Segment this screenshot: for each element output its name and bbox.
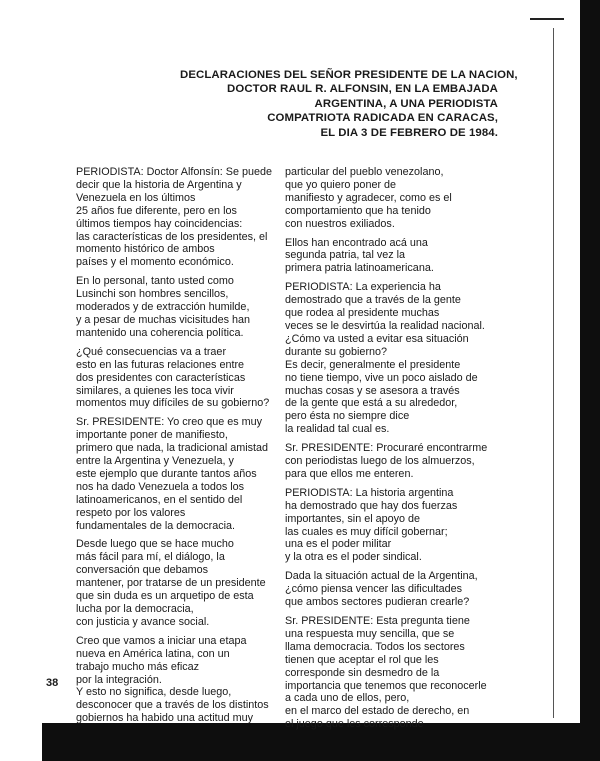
text-line: países y el momento económico. bbox=[76, 256, 234, 269]
text-line: esto en las futuras relaciones entre bbox=[76, 358, 245, 371]
text-line: Ellos han encontrado acá una bbox=[285, 236, 428, 249]
text-line: mantener, por tratarse de un presidente bbox=[76, 577, 266, 590]
text-line: durante su gobierno? bbox=[285, 345, 388, 358]
text-line: para que ellos me enteren. bbox=[285, 467, 414, 480]
text-line: ¿Cómo va usted a evitar esa situación bbox=[285, 332, 469, 345]
text-line: demostrado que a través de la gente bbox=[285, 294, 461, 307]
paragraph bbox=[76, 346, 276, 411]
text-line: En lo personal, tanto usted como bbox=[76, 275, 234, 288]
text-line: nueva en América latina, con un bbox=[76, 647, 230, 660]
text-line: mantenido una coherencia política. bbox=[76, 326, 244, 339]
text-line: que sin duda es un arquetipo de esta bbox=[76, 590, 254, 603]
text-line: respeto por los valores bbox=[76, 506, 186, 519]
text-line: desconocer que a través de los distintos bbox=[76, 699, 269, 712]
text-line: una respuesta muy sencilla, que se bbox=[285, 627, 455, 640]
text-line: conversación que debamos bbox=[76, 564, 209, 577]
text-line: momentos muy difíciles de su gobierno? bbox=[76, 397, 270, 410]
text-line: nos ha dado Venezuela a todos los bbox=[76, 480, 245, 493]
paragraph bbox=[76, 538, 276, 628]
text-line: llama democracia. Todos los sectores bbox=[285, 640, 465, 653]
text-line: muchas cosas y se asesora a través bbox=[285, 384, 460, 397]
text-line: comportamiento que ha tenido bbox=[285, 204, 431, 217]
text-line: latinoamericanos, en el sentido del bbox=[76, 493, 243, 506]
text-line: con nuestros exiliados. bbox=[285, 217, 395, 230]
text-line: no tiene tiempo, vive un poco aislado de bbox=[285, 371, 478, 384]
text-line: más fácil para mí, el diálogo, la bbox=[76, 551, 225, 564]
text-line: momento histórico de ambos bbox=[76, 243, 215, 256]
heading-line: ARGENTINA, A UNA PERIODISTA bbox=[314, 97, 498, 110]
scan-border-right bbox=[580, 0, 600, 761]
text-line: Sr. PRESIDENTE: Procuraré encontrarme bbox=[285, 442, 488, 455]
text-line: de la gente que está a su alrededor, bbox=[285, 397, 458, 410]
text-line: importantes, sin el apoyo de bbox=[285, 512, 421, 525]
text-line: trabajo mucho más eficaz bbox=[76, 660, 200, 673]
text-line: Lusinchi son hombres sencillos, bbox=[76, 288, 229, 301]
text-line: Venezuela en los últimos bbox=[76, 191, 196, 204]
text-line: Dada la situación actual de la Argentina, bbox=[285, 570, 478, 583]
text-line: moderados y de extracción humilde, bbox=[76, 301, 250, 314]
text-line: el juego que les corresponde bbox=[285, 718, 424, 731]
heading-line: DECLARACIONES DEL SEÑOR PRESIDENTE DE LA NACION, bbox=[180, 69, 518, 81]
text-line: con periodistas luego de los almuerzos, bbox=[285, 455, 475, 468]
page-number: 38 bbox=[46, 677, 59, 689]
text-line: Y esto no significa, desde luego, bbox=[76, 686, 232, 699]
paragraph bbox=[285, 281, 500, 436]
text-line: con justicia y avance social. bbox=[76, 615, 210, 628]
paragraph bbox=[76, 275, 276, 340]
paragraph bbox=[76, 416, 276, 532]
text-line: una es el poder militar bbox=[285, 538, 392, 551]
paragraph bbox=[285, 442, 500, 481]
text-line: por la integración. bbox=[76, 673, 162, 686]
text-line: segunda patria, tal vez la bbox=[285, 249, 406, 262]
text-line: Es decir, generalmente el presidente bbox=[285, 358, 461, 371]
text-line: que ambos sectores pudieran crearle? bbox=[285, 596, 470, 609]
text-line: entre la Argentina y Venezuela, y bbox=[76, 455, 234, 468]
text-line: ¿Qué consecuencias va a traer bbox=[76, 345, 227, 358]
text-line: las cuales es muy difícil gobernar; bbox=[285, 525, 448, 538]
scan-edge-line bbox=[553, 28, 554, 718]
text-line: primero que nada, la tradicional amistad bbox=[76, 442, 269, 455]
text-line: y a pesar de muchas vicisitudes han bbox=[76, 313, 251, 326]
article-heading bbox=[180, 68, 518, 140]
text-line: similares, a quienes les toca vivir bbox=[76, 384, 234, 397]
text-line: Sr. PRESIDENTE: Yo creo que es muy bbox=[76, 416, 263, 429]
text-line: Sr. PRESIDENTE: Esta pregunta tiene bbox=[285, 615, 470, 627]
text-line: corresponde sin desmedro de la bbox=[285, 666, 440, 679]
text-line: veces se le desvirtúa la realidad nacional. bbox=[285, 319, 485, 332]
text-line: que yo quiero poner de bbox=[285, 178, 397, 191]
text-line: fundamentales de la democracia. bbox=[76, 519, 236, 532]
text-line: ¿cómo piensa vencer las dificultades bbox=[285, 583, 463, 596]
heading-line: COMPATRIOTA RADICADA EN CARACAS, bbox=[267, 112, 498, 125]
text-line: importante poner de manifiesto, bbox=[76, 429, 228, 442]
heading-line: EL DIA 3 DE FEBRERO DE 1984. bbox=[320, 126, 498, 139]
text-line: este ejemplo que durante tantos años bbox=[76, 467, 257, 480]
text-line: particular del pueblo venezolano, bbox=[285, 166, 444, 178]
paragraph bbox=[285, 166, 500, 231]
text-line: manifiesto y agradecer, como es el bbox=[285, 191, 452, 204]
text-line: PERIODISTA: La experiencia ha bbox=[285, 281, 441, 294]
right-column bbox=[285, 166, 500, 737]
text-line: Desde luego que se hace mucho bbox=[76, 538, 234, 551]
text-line: importancia que tenemos que reconocerle bbox=[285, 679, 487, 692]
text-line: PERIODISTA: Doctor Alfonsín: Se puede bbox=[76, 166, 273, 178]
text-line: en el marco del estado de derecho, en bbox=[285, 705, 470, 718]
paragraph bbox=[76, 166, 276, 269]
text-line: primera patria latinoamericana. bbox=[285, 262, 434, 275]
text-line: gobiernos ha habido una actitud muy bbox=[76, 712, 254, 725]
scan-mark bbox=[530, 18, 564, 20]
text-line: pero ésta no siempre dice bbox=[285, 410, 410, 423]
paragraph bbox=[285, 615, 500, 731]
text-line: lucha por la democracia, bbox=[76, 603, 194, 615]
paragraph bbox=[285, 487, 500, 564]
text-line: ha demostrado que hay dos fuerzas bbox=[285, 499, 458, 512]
text-line: la realidad tal cual es. bbox=[285, 423, 390, 436]
text-line: Creo que vamos a iniciar una etapa bbox=[76, 634, 247, 647]
text-line: PERIODISTA: La historia argentina bbox=[285, 486, 454, 499]
text-line: tienen que aceptar el rol que les bbox=[285, 653, 439, 666]
text-line: decir que la historia de Argentina y bbox=[76, 178, 242, 191]
text-line: las características de los presidentes, el bbox=[76, 230, 268, 243]
text-line: 25 años fue diferente, pero en los bbox=[76, 204, 237, 217]
heading-line: DOCTOR RAUL R. ALFONSIN, EN LA EMBAJADA bbox=[227, 83, 498, 96]
text-line: que rodea al presidente muchas bbox=[285, 307, 440, 320]
paragraph bbox=[76, 635, 276, 725]
left-column bbox=[76, 166, 276, 731]
text-line: a cada uno de ellos, pero, bbox=[285, 692, 410, 705]
paragraph bbox=[285, 237, 500, 276]
text-line: últimos tiempos hay coincidencias: bbox=[76, 217, 243, 230]
text-line: dos presidentes con características bbox=[76, 371, 246, 384]
paragraph bbox=[285, 570, 500, 609]
text-line: y la otra es el poder sindical. bbox=[285, 551, 422, 564]
